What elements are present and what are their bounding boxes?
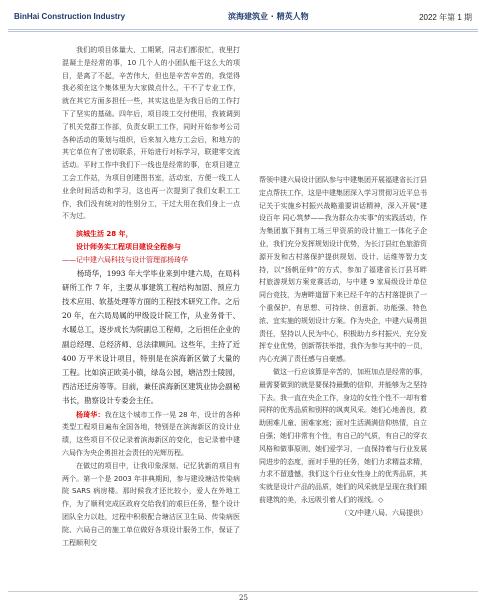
publication-name-en: BinHai Construction Industry <box>14 12 126 21</box>
article-title-line2: 设计师务实工程项目建设全程参与 <box>76 242 181 251</box>
speaker-label: 杨琦华： <box>76 410 105 419</box>
header-rule <box>8 29 478 30</box>
section-title: 滨海建筑业 · 精英人物 <box>228 12 309 21</box>
paragraph: 杨琦华，1993 年大学毕业来到中建六局，在局科研所工作 7 年，主要从事建筑工程结构加固、预应力技术应用、软基处理等方面的工程技术研究工作。之后 20 年，在六局局属的甲级设计院工作，从业务骨干、水暖总工，逐步成长为院副总工程师，之后担任企业的副总经理、总经济师、总法律顾问。这些年，主持了近 400 万平米设计项目，特别是在滨海新区做了大量的工程。比如滨正欧美小镇，绿岛公园，塘沽烈士陵园，西沽还迁房等等。目前，兼任滨海新区建筑业协会副秘书长，勘察设计专委会主任。 <box>62 268 240 406</box>
paragraph: 我们的项目体量大，工期紧，同志们都很忙，夜里打混凝土是经常的事，10 几个人的小团队能干这么大的项目，是离了不起，辛苦伟大，但也是辛苦辛苦的，我觉得我必须在这个集体里为大家做点什么，干不了专业工作，就在其它方面多担任一些，其实这也是为我日后的工作打下了坚实的基础。四年后，项目竣工交付使用，我被调到了机关党群工作部，负责女职工工作，同时开始参考公司各种活动的策划与组织，后来加入地方工会后，和地方的其它单位有了密切联系，开始进行对标学习，联建零交流活动。平时工作中我们下一线也是经常的事，在项目建立工会工作站，为项目创建图书室，活动室，方便一线工人业余时间活动和学习，这也再一次提到了我们女职工工作，我们没有统对的性别分工，干过大用在我们身上一点不为过。 <box>62 46 240 221</box>
issue-number: 2022 年第 1 期 <box>419 13 472 22</box>
header-rule-2 <box>8 31 478 32</box>
right-column <box>259 174 427 520</box>
paragraph: 帮领中建六局设计团队参与中建集团开展福建省长汀县定点帮扶工作，这是中建集团深入学习贯彻习近平总书记关于实施乡村振兴战略重要讲话精神，深入开展“建设百年 同心筑梦——我为群众办实事”的实践活动，作为集团旗下拥有工场三甲资质的设计施工一体化子企业，我们充分发挥规划设计优势，为长汀县红色旅游资源开发和古村落保护提供规划、设计、运维等智力支持，以“扬帆征帅”的方式，参加了福建省长汀县耳畔村旅游规划方案竞赛活动，与中建 9 家局级设计单位同台竞技，为唐畔道留下来已经千年的古村落提供了一个重保护、有思想、可持续、创意新、功能强、特色浓、宜实施的规划设计方案。作为央企，中建六局勇担责任，坚持以人民为中心，积极助力乡村振兴，充分发挥专业优势，创新帮扶举措，我作为参与其中的一员，内心充满了责任感与自豪感。 <box>259 176 427 364</box>
paragraph: 在做过的项目中，让我印象深刻、记忆犹新的项目有两个。第一个是 2003 年非典期间，参与建设塘沽传染病院 SARS 病房楼。那时候我才还比较小，爱人在外地工作，为了顺利完成区政府交给我们的艰巨任务，整个设计团队全力以赴，过程中积极配合塘沽区卫生局、传染病医院、六局自己的施工单位做好各项设计服务工作，保证了工程顺利交 <box>62 461 240 547</box>
paragraph: 做这一行应该算是辛苦的，加班加点是经常的事，最需要做到的就是要保持最勤的信仰，并能够为之坚持下去。我一直在央企工作，身边的女性个性不一却有着同样的优秀品质和别样的飒爽风采。她们心地善良，救助困难儿童、困难家庭；面对生活满满信仰热情，自立自强；她们非常有个性，有自己的气质，有自己的穿衣风格和做事原则，她们爱学习，一直保持着与行业发展同进步的态度，面对手里的任务，她们力求精益求精，力求不留遗憾，我们这个行业女性身上的优秀品质，其实就是设计产品的品质，她们的风采就是呈现在我们眼前建筑的美，永远吸引着人们的视线。◇ <box>259 367 427 504</box>
left-column <box>62 44 240 549</box>
qa-text: 我在这个城市工作一晃 28 年，设计的各种类型工程项目遍布全国各地，特别是在滨海新区的设计业绩，这些项目不仅记录着滨海新区的变化，也记录着中建六局作为央企勇担社会责任的光辉历程。 <box>62 410 241 457</box>
qa-paragraph <box>62 409 240 460</box>
footer-rule <box>8 591 478 592</box>
article-subhead: ——记中建六局科技与设计管理部杨琦华 <box>62 255 188 264</box>
page-number: 25 <box>239 594 248 602</box>
article-title-line1: 滨城生活 28 年， <box>76 230 133 239</box>
page-header <box>8 9 478 27</box>
article-signoff: （文/中建八局、六局提供） <box>340 508 427 517</box>
